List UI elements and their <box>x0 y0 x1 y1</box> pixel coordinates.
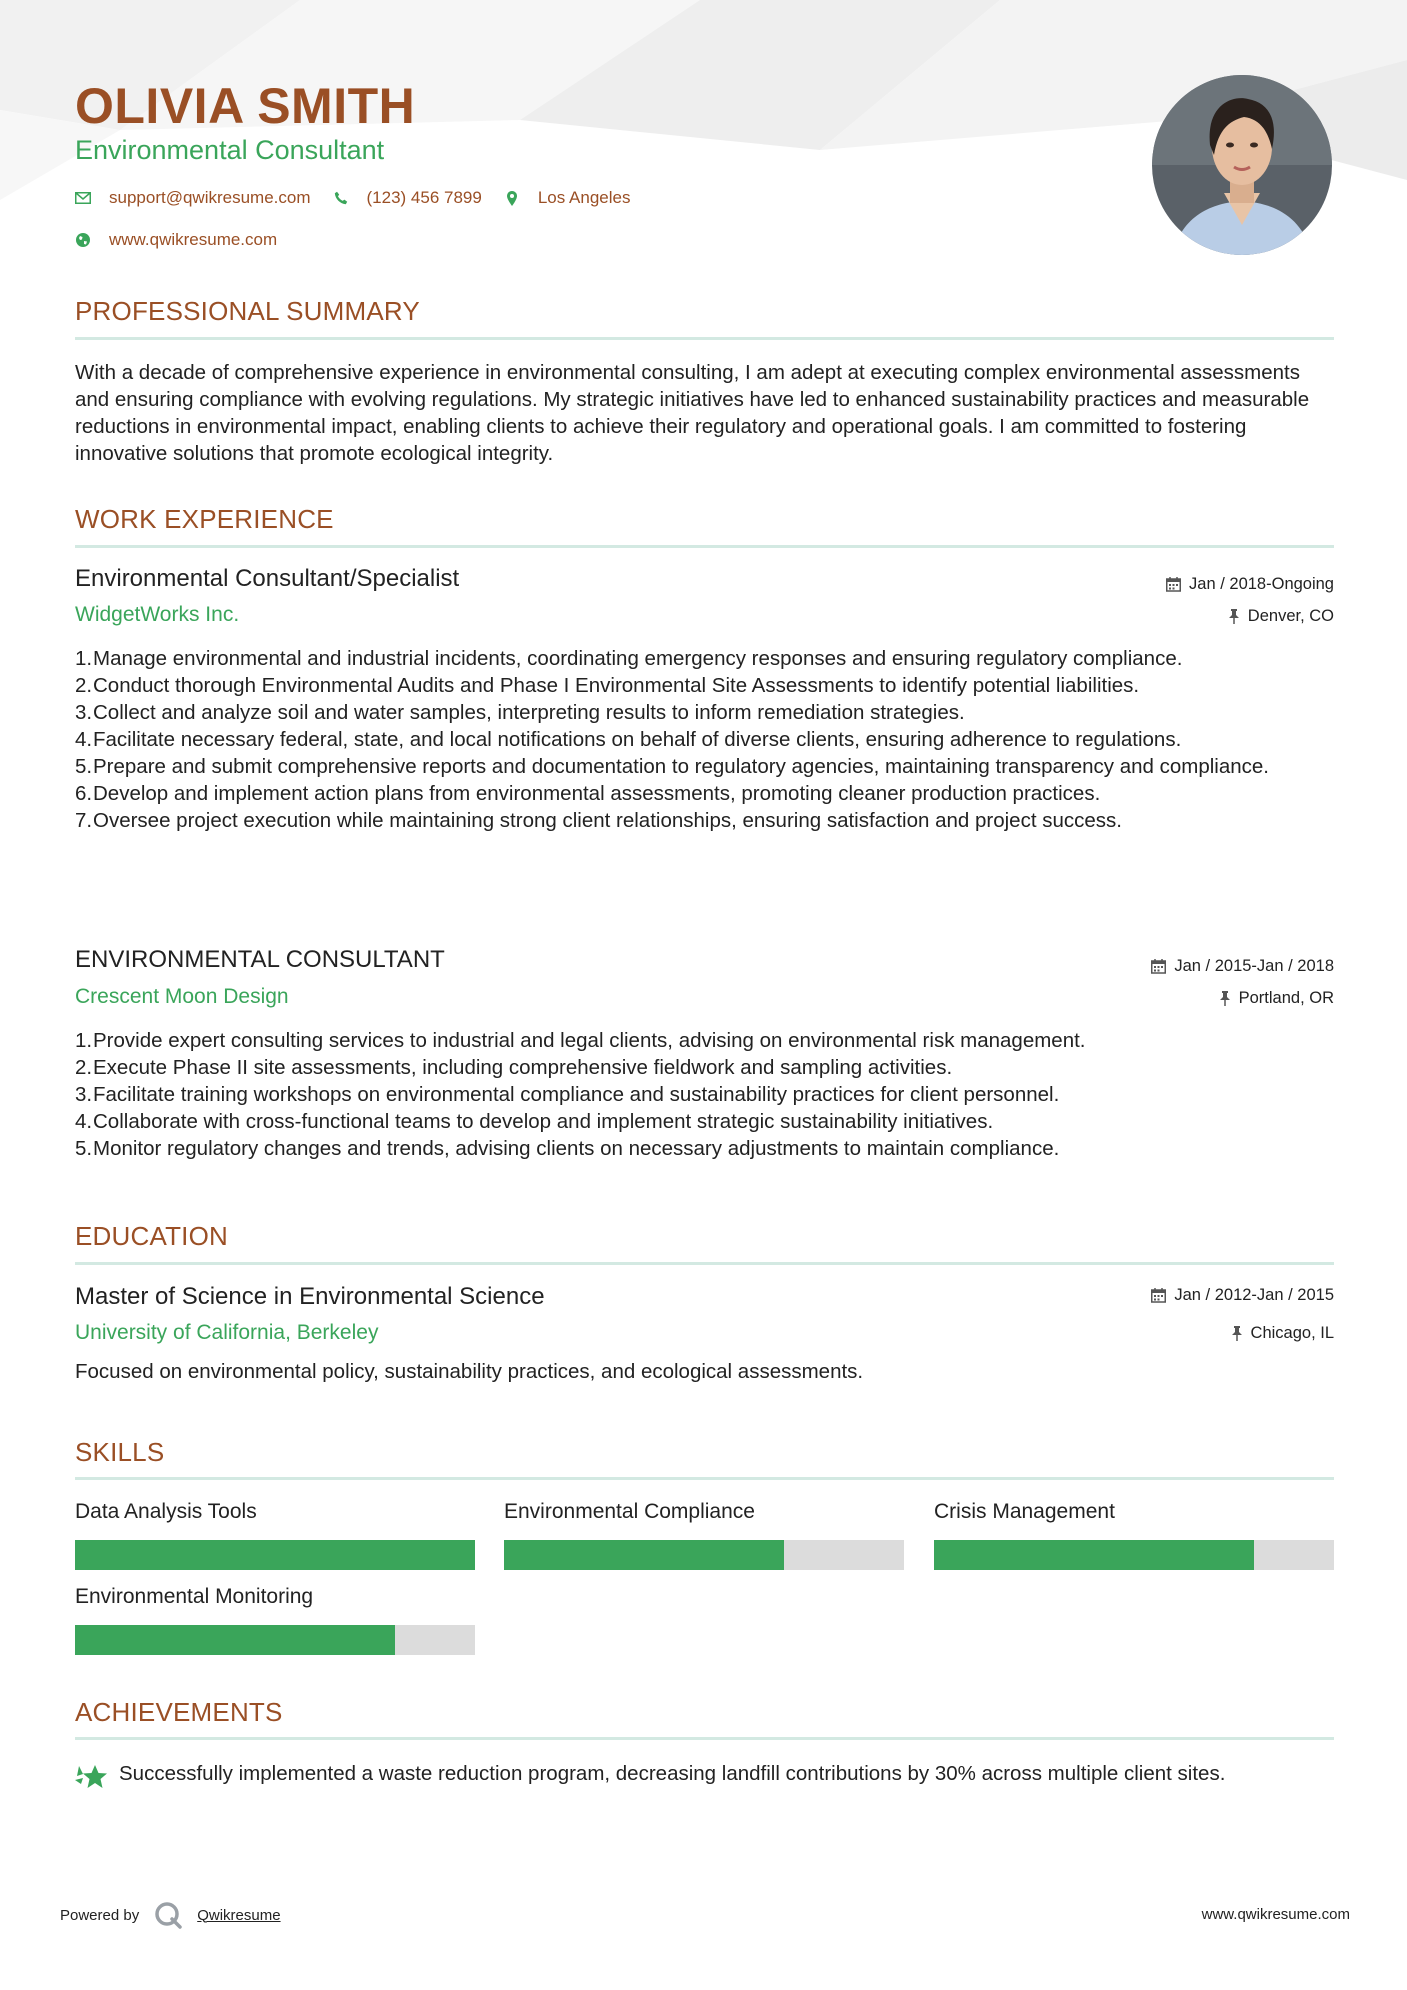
pushpin-icon <box>1219 991 1231 1006</box>
list-item: 2. Execute Phase II site assessments, including comprehensive fieldwork and sampling activities. <box>75 1056 953 1079</box>
list-item: 6. Develop and implement action plans from environmental assessments, promoting cleaner production practices. <box>75 782 1101 805</box>
map-pin-icon <box>504 190 520 206</box>
footer <box>60 1900 1350 1930</box>
phone-text[interactable]: (123) 456 7899 <box>366 188 482 207</box>
education-location-text: Chicago, IL <box>1250 1324 1334 1342</box>
degree-title: Master of Science in Environmental Science <box>75 1283 545 1310</box>
website-item[interactable] <box>75 230 277 250</box>
skill-bar <box>504 1540 904 1570</box>
phone-item[interactable] <box>333 188 482 208</box>
skills-heading: SKILLS <box>75 1437 165 1467</box>
list-item: 7. Oversee project execution while maintaining strong client relationships, ensuring satisfaction and project success. <box>75 809 1122 832</box>
skill-name: Environmental Compliance <box>504 1500 755 1523</box>
list-item: 1. Provide expert consulting services to industrial and legal clients, advising on environmental risk management. <box>75 1029 1086 1052</box>
achievement-item <box>75 1760 1334 1792</box>
job-dates <box>1166 575 1334 594</box>
candidate-title: Environmental Consultant <box>75 135 385 165</box>
job-location-text: Portland, OR <box>1238 989 1334 1007</box>
qwikresume-logo-icon <box>153 1900 183 1930</box>
achievements-heading: ACHIEVEMENTS <box>75 1697 283 1727</box>
education-dates <box>1151 1286 1334 1305</box>
skill-item <box>75 1499 475 1570</box>
pushpin-icon <box>1228 609 1240 624</box>
award-star-icon <box>75 1762 109 1792</box>
job-title: Environmental Consultant/Specialist <box>75 565 460 592</box>
calendar-icon <box>1151 959 1166 974</box>
school-name: University of California, Berkeley <box>75 1321 379 1344</box>
job-location-text: Denver, CO <box>1247 607 1334 625</box>
pushpin-icon <box>1231 1326 1243 1341</box>
skill-name: Environmental Monitoring <box>75 1585 314 1608</box>
education-heading: EDUCATION <box>75 1221 228 1251</box>
job-title: ENVIRONMENTAL CONSULTANT <box>75 946 445 973</box>
list-item: 1. Manage environmental and industrial incidents, coordinating emergency responses and ensuring regulatory compliance. <box>75 647 1183 670</box>
website-row <box>75 230 299 250</box>
job-location <box>1219 989 1334 1008</box>
envelope-icon <box>75 190 91 206</box>
job-duties-list <box>75 1027 1334 1162</box>
calendar-icon <box>1166 577 1181 592</box>
skill-name: Crisis Management <box>934 1500 1115 1523</box>
list-item: 3. Collect and analyze soil and water samples, interpreting results to inform remediation strategies. <box>75 701 965 724</box>
job-duties-list <box>75 645 1334 834</box>
candidate-name: OLIVIA SMITH <box>75 78 416 134</box>
list-item: 5. Monitor regulatory changes and trends, advising clients on necessary adjustments to maintain compliance. <box>75 1137 1060 1160</box>
list-item: 5. Prepare and submit comprehensive reports and documentation to regulatory agencies, maintaining transparency and compliance. <box>75 755 1270 778</box>
website-text[interactable]: www.qwikresume.com <box>109 230 278 249</box>
summary-heading: PROFESSIONAL SUMMARY <box>75 296 420 326</box>
job-location <box>1228 607 1334 626</box>
globe-icon <box>75 232 91 248</box>
section-divider <box>75 337 1334 340</box>
summary-text: With a decade of comprehensive experience in environmental consulting, I am adept at executing complex environmental assessments and ensuring compliance with evolving regulations. My strategic initiatives have led to enhanced sustainability practices and measurable reductions in environmental impact, enabling clients to achieve their regulatory and operational goals. I am committed to fostering innovative solutions that promote ecological integrity. <box>75 361 1310 465</box>
education-description: Focused on environmental policy, sustainability practices, and ecological assessments. <box>75 1360 864 1383</box>
skill-item <box>504 1499 904 1570</box>
skill-name: Data Analysis Tools <box>75 1500 257 1523</box>
footer-website[interactable]: www.qwikresume.com <box>1201 1906 1350 1923</box>
list-item: 4. Collaborate with cross-functional teams to develop and implement strategic sustainability initiatives. <box>75 1110 994 1133</box>
job-dates <box>1151 957 1334 976</box>
skill-item <box>75 1584 475 1655</box>
education-location <box>1231 1324 1334 1343</box>
job-dates-text: Jan / 2018-Ongoing <box>1189 575 1334 593</box>
list-item: 2. Conduct thorough Environmental Audits and Phase I Environmental Site Assessments to identify potential liabilities. <box>75 674 1140 697</box>
job-dates-text: Jan / 2015-Jan / 2018 <box>1174 957 1334 975</box>
skill-bar-fill <box>75 1540 475 1570</box>
profile-photo <box>1152 75 1332 255</box>
skill-bar <box>934 1540 1334 1570</box>
skill-bar <box>75 1540 475 1570</box>
company-name: Crescent Moon Design <box>75 985 289 1008</box>
location-item <box>504 188 631 208</box>
email-text[interactable]: support@qwikresume.com <box>109 188 311 207</box>
section-divider <box>75 1477 1334 1480</box>
section-divider <box>75 545 1334 548</box>
skill-bar-fill <box>75 1625 395 1655</box>
list-item: 4. Facilitate necessary federal, state, and local notifications on behalf of diverse clients, ensuring adherence to regulations. <box>75 728 1182 751</box>
qwikresume-link[interactable]: Qwikresume <box>197 1906 281 1924</box>
calendar-icon <box>1151 1288 1166 1303</box>
email-item[interactable] <box>75 188 311 208</box>
skill-bar <box>75 1625 475 1655</box>
section-divider <box>75 1737 1334 1740</box>
company-name: WidgetWorks Inc. <box>75 603 240 626</box>
education-dates-text: Jan / 2012-Jan / 2015 <box>1174 1286 1334 1304</box>
experience-heading: WORK EXPERIENCE <box>75 504 334 534</box>
section-divider <box>75 1262 1334 1265</box>
location-text: Los Angeles <box>537 188 631 207</box>
list-item: 3. Facilitate training workshops on environmental compliance and sustainability practices for client personnel. <box>75 1083 1060 1106</box>
phone-icon <box>333 190 349 206</box>
contact-row <box>75 188 652 208</box>
skill-item <box>934 1499 1334 1570</box>
powered-by-label: Powered by <box>60 1906 140 1924</box>
achievement-text: Successfully implemented a waste reduction program, decreasing landfill contributions by 30% across multiple client sites. <box>119 1762 1226 1785</box>
skill-bar-fill <box>504 1540 784 1570</box>
skill-bar-fill <box>934 1540 1254 1570</box>
